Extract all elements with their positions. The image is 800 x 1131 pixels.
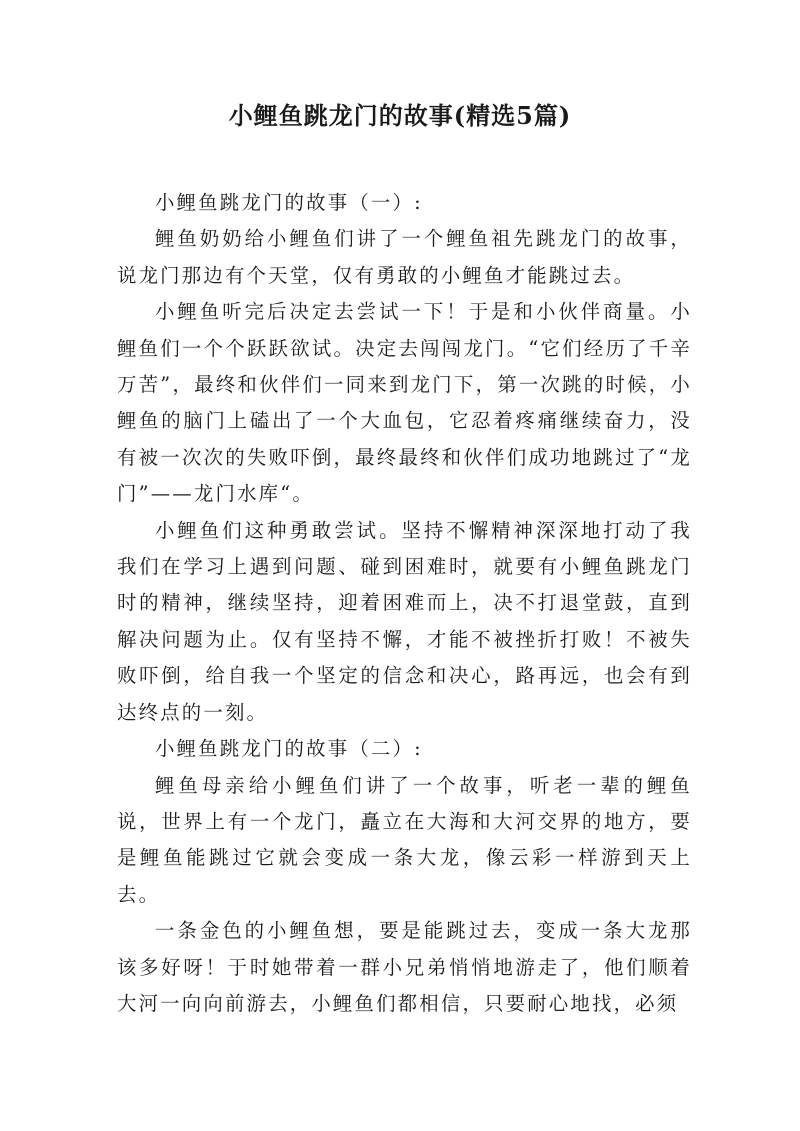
paragraph: 一条金色的小鲤鱼想，要是能跳过去，变成一条大龙那该多好呀！于时她带着一群小兄弟悄悄地游走了，他们顺着大河一向向前游去，小鲤鱼们都相信，只要耐心地找，必须 [117, 919, 692, 1015]
paragraph: 小鲤鱼听完后决定去尝试一下！于是和小伙伴商量。小鲤鱼们一个个跃跃欲试。决定去闯闯龙门。“它们经历了千辛万苦”，最终和伙伴们一同来到龙门下，第一次跳的时候，小鲤鱼的脑门上磕出了一个大血包，它忍着疼痛继续奋力，没有被一次次的失败吓倒，最终最终和伙伴们成功地跳过了“龙门”——龙门水库“。 [117, 300, 692, 506]
section-heading-2: 小鲤鱼跳龙门的故事（二）: [155, 737, 423, 761]
document-body [117, 185, 692, 1022]
paragraph: 小鲤鱼们这种勇敢尝试。坚持不懈精神深深地打动了我我们在学习上遇到问题、碰到困难时，就要有小鲤鱼跳龙门时的精神，继续坚持，迎着困难而上，决不打退堂鼓，直到解决问题为止。仅有坚持不懈，才能不被挫折打败！不被失败吓倒，给自我一个坚定的信念和决心，路再远，也会有到达终点的一刻。 [117, 518, 692, 724]
section-heading-1: 小鲤鱼跳龙门的故事（一）: [155, 191, 423, 214]
paragraph: 鲤鱼母亲给小鲤鱼们讲了一个故事，听老一辈的鲤鱼说，世界上有一个龙门，矗立在大海和大河交界的地方，要是鲤鱼能跳过它就会变成一条大龙，像云彩一样游到天上去。 [117, 773, 692, 906]
document-title: 小鲤鱼跳龙门的故事(精选5篇) [228, 101, 572, 130]
paragraph: 鲤鱼奶奶给小鲤鱼们讲了一个鲤鱼祖先跳龙门的故事，说龙门那边有个天堂，仅有勇敢的小鲤鱼才能跳过去。 [117, 227, 692, 287]
